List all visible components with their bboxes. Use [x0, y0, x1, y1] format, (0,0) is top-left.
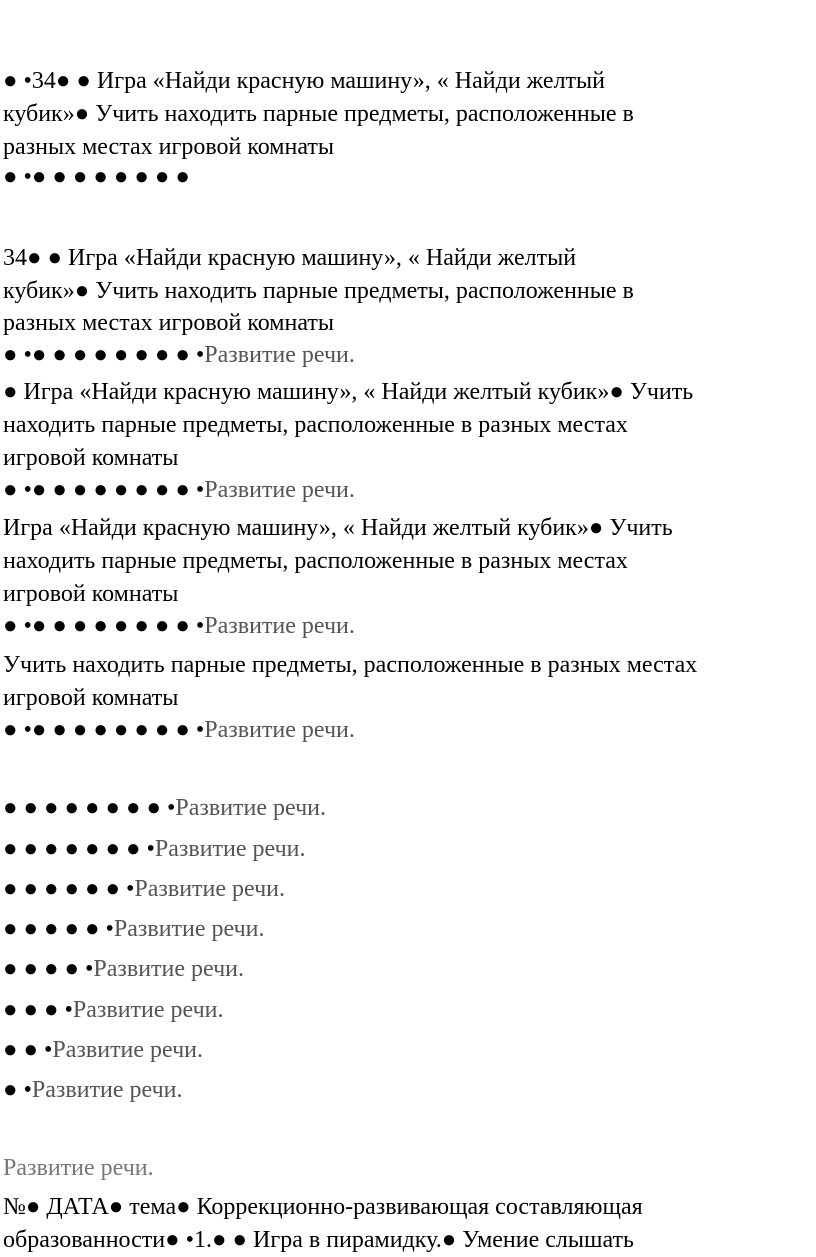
bullet-speech-line [3, 832, 305, 866]
speech-label: Развитие речи. [113, 916, 265, 942]
text-line: Игра «Найди красную машину», « Найди желтый кубик»● Учить [3, 515, 673, 541]
bullet-dots: ● ● • [3, 1037, 53, 1063]
bullet-dots: ● •● ● ● ● ● ● ● ● • [3, 717, 205, 743]
text-line: игровой комнаты [3, 685, 179, 711]
speech-label: Развитие речи. [175, 795, 326, 821]
bullet-speech-line [3, 993, 224, 1027]
speech-label: Развитие речи. [93, 956, 244, 982]
bullet-speech-line [3, 609, 355, 643]
text-line: кубик»● Учить находить парные предметы, расположенные в [3, 101, 634, 127]
text-line: находить парные предметы, расположенные в разных местах [3, 548, 628, 574]
bullet-speech-line [3, 872, 285, 906]
text-line: разных местах игровой комнаты [3, 310, 334, 336]
text-line: №● ДАТА● тема● Коррекционно-развивающая составляющая [3, 1194, 643, 1220]
text-line: ● Игра «Найди красную машину», « Найди желтый кубик»● Учить [3, 379, 694, 405]
bullet-dots: ● ● ● ● ● ● • [3, 876, 135, 902]
text-line: игровой комнаты [3, 581, 179, 607]
speech-label: Развитие речи. [52, 1037, 204, 1063]
speech-label: Развитие речи. [204, 717, 355, 743]
bullet-dots: ● ● ● ● ● ● ● ● • [3, 795, 176, 821]
bullet-speech-line [3, 713, 355, 747]
speech-label: Развитие речи. [31, 1077, 183, 1103]
bullet-speech-line [3, 1033, 203, 1067]
speech-label: Развитие речи. [134, 876, 285, 902]
text-line: кубик»● Учить находить парные предметы, расположенные в [3, 278, 634, 304]
text-line: 34● ● Игра «Найди красную машину», « Найди желтый [3, 245, 577, 271]
bullet-speech-line [3, 1073, 183, 1107]
speech-label: Развитие речи. [72, 997, 224, 1023]
text-line: разных местах игровой комнаты [3, 134, 334, 160]
bullet-speech-line [3, 473, 355, 507]
bullet-speech-line [3, 791, 326, 825]
bullet-dots: ● •● ● ● ● ● ● ● ● • [3, 342, 205, 368]
bullet-dots: ● ● ● ● • [3, 956, 94, 982]
text-line: находить парные предметы, расположенные в разных местах [3, 412, 628, 438]
bullet-speech-line [3, 912, 265, 946]
speech-label: Развитие речи. [204, 613, 355, 639]
bullet-dots: ● •● ● ● ● ● ● ● ● • [3, 613, 205, 639]
text-line: образованности● •1.● ● Игра в пирамидку.● Умение слышать [3, 1227, 634, 1253]
bullet-dots: ● •● ● ● ● ● ● ● ● • [3, 477, 205, 503]
bullet-dots-line: ● •● ● ● ● ● ● ● ● [3, 164, 190, 190]
speech-label: Развитие речи. [204, 477, 355, 503]
bullet-dots: ● ● ● ● ● • [3, 916, 114, 942]
bullet-dots: ● ● ● • [3, 997, 73, 1023]
bullet-speech-line [3, 952, 244, 986]
bullet-dots: ● ● ● ● ● ● ● • [3, 836, 155, 862]
text-line: Учить находить парные предметы, расположенные в разных местах [3, 652, 698, 678]
bullet-speech-line [3, 338, 355, 372]
text-line: игровой комнаты [3, 445, 179, 471]
speech-label: Развитие речи. [3, 1155, 154, 1181]
text-line: ● •34● ● Игра «Найди красную машину», « Найди желтый [3, 68, 606, 94]
speech-label: Развитие речи. [154, 836, 306, 862]
bullet-dots: ● • [3, 1077, 32, 1103]
speech-label: Развитие речи. [204, 342, 355, 368]
